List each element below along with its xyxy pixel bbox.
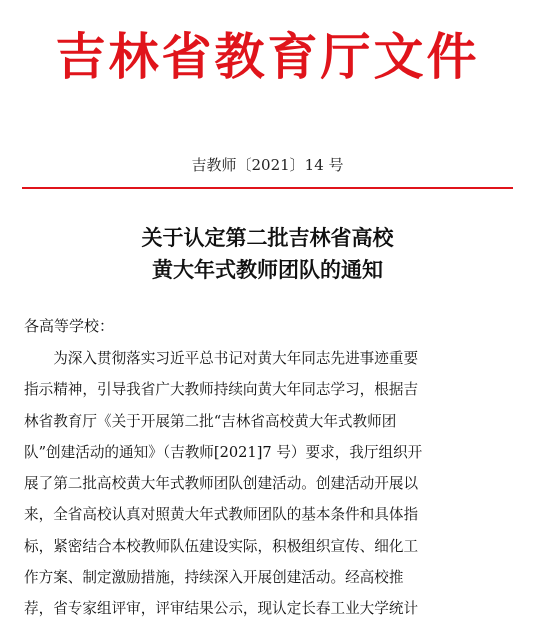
body-line-2: 指示精神，引导我省广大教师持续向黄大年同志学习，根据吉 bbox=[24, 381, 419, 399]
document-title-line-2: 黄大年式教师团队的通知 bbox=[152, 257, 383, 282]
body-line-4: 队”创建活动的通知》（吉教师[2021]7 号）要求，我厅组织开 bbox=[24, 443, 423, 461]
body-line-1: 为深入贯彻落实习近平总书记对黄大年同志先进事迹重要 bbox=[24, 350, 419, 367]
salutation: 各高等学校： bbox=[24, 317, 115, 335]
body-line-3: 林省教育厅《关于开展第二批“吉林省高校黄大年式教师团 bbox=[24, 412, 397, 430]
document-body bbox=[24, 343, 516, 623]
body-line-6: 来，全省高校认真对照黄大年式教师团队的基本条件和具体指 bbox=[24, 506, 419, 524]
body-line-5: 展了第二批高校黄大年式教师团队创建活动。创建活动开展以 bbox=[24, 475, 419, 493]
document-title bbox=[0, 222, 535, 286]
issuing-authority-header: 吉林省教育厅文件 bbox=[55, 27, 480, 86]
body-line-7: 标，紧密结合本校教师队伍建设实际，积极组织宣传、细化工 bbox=[24, 537, 419, 555]
document-title-line-1: 关于认定第二批吉林省高校 bbox=[141, 225, 394, 250]
document-number: 吉教师〔2021〕14 号 bbox=[191, 156, 344, 174]
body-line-9: 荐，省专家组评审，评审结果公示，现认定长春工业大学统计 bbox=[24, 600, 419, 618]
red-divider-line bbox=[22, 187, 513, 189]
body-line-8: 作方案、制定激励措施，持续深入开展创建活动。经高校推 bbox=[24, 569, 404, 587]
